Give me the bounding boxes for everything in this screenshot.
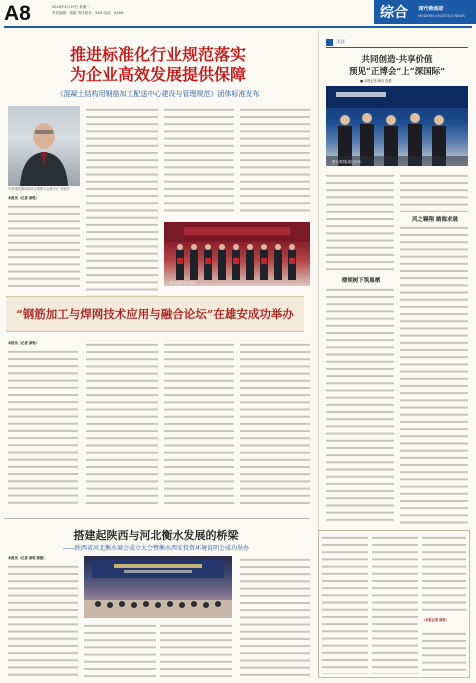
section-title: 综合 bbox=[380, 5, 408, 21]
ceremony-caption: 图为标准发布现场 bbox=[170, 281, 196, 285]
bottom-divider bbox=[4, 518, 310, 519]
lead-byline: 本报讯（记者 邵悦） bbox=[8, 196, 39, 200]
portrait-photo bbox=[8, 106, 80, 186]
masthead-rule bbox=[4, 26, 472, 28]
lead-body-col3 bbox=[164, 106, 234, 216]
exhibition-caption: 图为深国际展位现场 bbox=[332, 160, 361, 164]
ceremony-photo bbox=[164, 222, 310, 286]
masthead-date: 2016年4月19日 星期一 bbox=[52, 5, 90, 9]
box-body-col1 bbox=[322, 534, 368, 674]
section-header bbox=[374, 0, 476, 24]
side-body-col1 bbox=[326, 172, 394, 272]
side-subhead-2: 楼领树下筑巢栖 bbox=[341, 278, 381, 284]
lead-subheadline: 《混凝土结构用钢筋加工配送中心建设与管理规范》团体标准发布 bbox=[56, 90, 260, 98]
bottom-byline: 本报讯（记者 邵悦 郭振） bbox=[8, 556, 47, 560]
side-subhead-1: 风之翱翔 踏海求晟 bbox=[412, 217, 458, 223]
portrait-figure bbox=[8, 106, 80, 186]
bottom-headline: 搭建起陕西与河北衡水发展的桥梁 bbox=[73, 529, 239, 542]
ceremony-figures bbox=[164, 222, 310, 286]
box-body-col2 bbox=[372, 534, 418, 674]
banner-body-col4 bbox=[240, 341, 310, 508]
side-body-col1b bbox=[326, 286, 394, 524]
side-headline-2: 预见“正博会”上“深国际” bbox=[348, 67, 446, 77]
banner-headline-box bbox=[6, 296, 304, 332]
bottom-body-col2 bbox=[84, 622, 156, 678]
banner-headline: “钢筋加工与焊网技术应用与融合论坛”在雄安成功举办 bbox=[16, 307, 294, 321]
side-body-col2b bbox=[400, 224, 468, 524]
side-body-col2a bbox=[400, 172, 468, 212]
exhibition-scene bbox=[326, 86, 468, 166]
portrait-caption: 中国建筑钢结构协会钢筋分会秘书长 吴敬亮 bbox=[8, 187, 70, 191]
brand-name: 现代物流报 bbox=[418, 6, 444, 12]
bottom-body-col4 bbox=[240, 556, 310, 678]
bottom-subheadline: ——陕西省河北衡水商会成立大会暨衡水西安投资环境说明会成功举办 bbox=[62, 545, 249, 552]
side-byline: ■ 本报记者 梅京 邵悦 bbox=[360, 79, 392, 83]
conference-scene bbox=[84, 556, 232, 618]
banner-byline: 本报讯（记者 邵悦） bbox=[8, 341, 39, 345]
banner-body-col3 bbox=[164, 341, 234, 508]
box-body-col3b bbox=[422, 630, 466, 674]
exhibition-photo bbox=[326, 86, 468, 166]
focus-square-icon bbox=[326, 39, 333, 46]
lead-headline-1: 推进标准化行业规范落实 bbox=[69, 45, 246, 64]
lead-body-col1 bbox=[8, 203, 80, 289]
box-note: （本报记者 邵悦） bbox=[422, 618, 449, 622]
banner-body-col1 bbox=[8, 348, 78, 508]
bottom-body-col3 bbox=[160, 622, 232, 678]
masthead-info bbox=[52, 4, 172, 16]
masthead-editor: 责任编辑：郭振 责任校对：XXX 电话：XXXX bbox=[52, 11, 124, 15]
column-divider bbox=[318, 30, 319, 530]
page-number: A8 bbox=[4, 2, 31, 25]
side-headline-1: 共同创造·共享价值 bbox=[361, 55, 433, 65]
lead-headline-2: 为企业高效发展提供保障 bbox=[69, 65, 246, 84]
focus-kicker: 关注 bbox=[336, 40, 345, 45]
lead-body-col2 bbox=[86, 106, 158, 296]
focus-header bbox=[326, 38, 468, 48]
box-body-col3 bbox=[422, 534, 466, 614]
lead-body-col4 bbox=[240, 106, 310, 216]
conference-photo bbox=[84, 556, 232, 618]
bottom-body-col1 bbox=[8, 563, 78, 677]
brand-subline: MODERN LOGISTICS NEWS bbox=[418, 14, 465, 18]
banner-body-col2 bbox=[86, 341, 158, 508]
